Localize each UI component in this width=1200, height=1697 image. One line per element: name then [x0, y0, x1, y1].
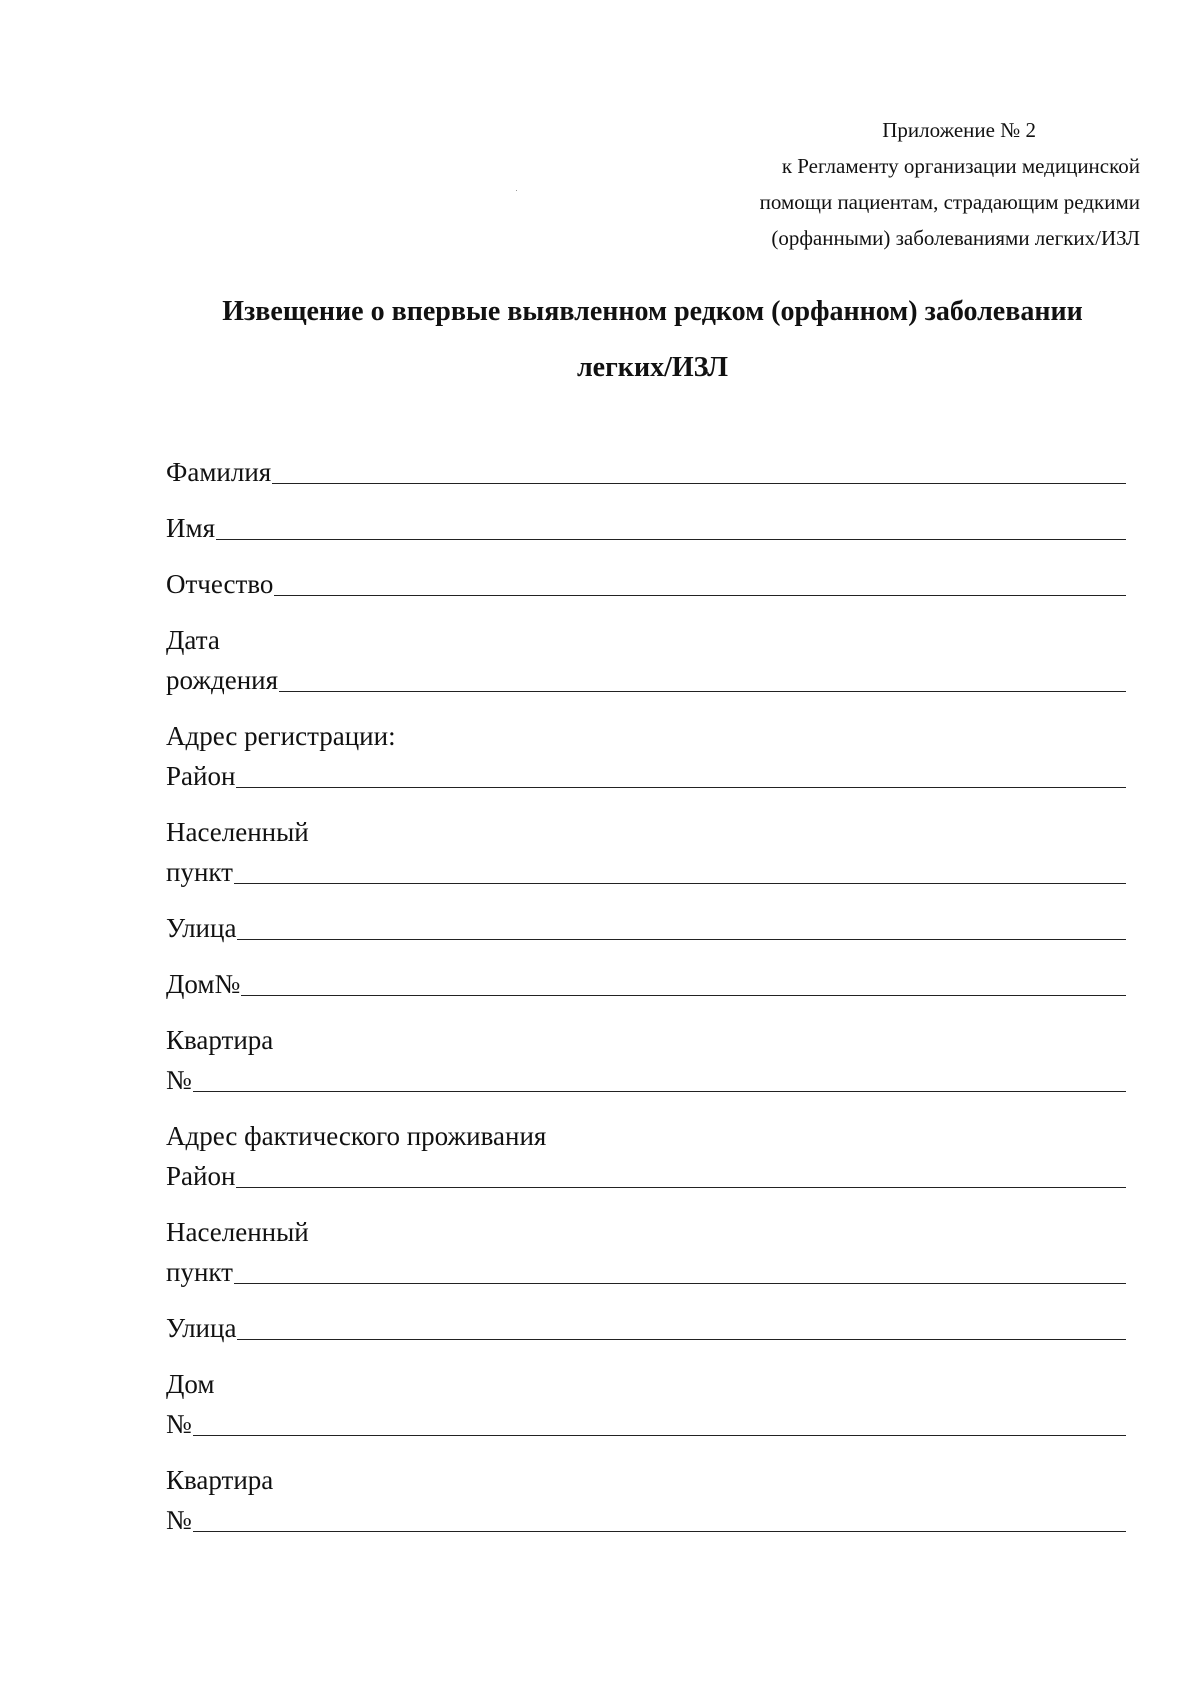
- reg-house-label: Дом№: [166, 969, 241, 999]
- reg-district-field: [166, 716, 1126, 796]
- form-fields: [166, 452, 1126, 1556]
- birth-date-field: [166, 620, 1126, 700]
- act-apartment-field: [166, 1460, 1126, 1540]
- reg-district-label: Район: [166, 761, 236, 791]
- patronymic-label: Отчество: [166, 569, 274, 599]
- appendix-line: к Регламенту организации медицинской: [781, 154, 1140, 178]
- birth-date-label-top: Дата: [166, 625, 220, 655]
- surname-blank[interactable]: [272, 483, 1126, 484]
- birth-date-label: рождения: [166, 665, 279, 695]
- reg-street-blank[interactable]: [237, 939, 1126, 940]
- reg-district-blank[interactable]: [236, 787, 1126, 788]
- appendix-line: (орфанными) заболеваниями легких/ИЗЛ: [771, 226, 1140, 250]
- act-house-field: [166, 1364, 1126, 1444]
- reg-house-field: [166, 964, 1126, 1004]
- act-apartment-blank[interactable]: [193, 1531, 1126, 1532]
- reg-street-field: [166, 908, 1126, 948]
- act-locality-blank[interactable]: [234, 1283, 1126, 1284]
- act-locality-label-top: Населенный: [166, 1217, 309, 1247]
- patronymic-blank[interactable]: [274, 595, 1126, 596]
- act-apartment-label-top: Квартира: [166, 1465, 274, 1495]
- reg-street-label: Улица: [166, 913, 237, 943]
- reg-house-blank[interactable]: [241, 995, 1126, 996]
- reg-apartment-blank[interactable]: [193, 1091, 1126, 1092]
- act-apartment-label: №: [166, 1505, 192, 1535]
- act-house-blank[interactable]: [193, 1435, 1126, 1436]
- appendix-line: помощи пациентам, страдающим редкими: [759, 190, 1140, 214]
- reg-locality-blank[interactable]: [234, 883, 1126, 884]
- title-line-1: Извещение о впервые выявленном редком (орфанном) заболевании: [222, 296, 1083, 327]
- act-district-field: [166, 1116, 1126, 1196]
- act-street-blank[interactable]: [237, 1339, 1126, 1340]
- act-locality-label: пункт: [166, 1257, 233, 1287]
- actual-address-heading: Адрес фактического проживания: [166, 1121, 547, 1151]
- act-district-label: Район: [166, 1161, 236, 1191]
- appendix-line: Приложение № 2: [882, 118, 1036, 142]
- act-street-label: Улица: [166, 1313, 237, 1343]
- act-street-field: [166, 1308, 1126, 1348]
- act-house-label: №: [166, 1409, 192, 1439]
- act-locality-field: [166, 1212, 1126, 1292]
- registration-address-heading: Адрес регистрации:: [166, 721, 396, 751]
- reg-apartment-label-top: Квартира: [166, 1025, 274, 1055]
- appendix-note: [600, 112, 1140, 256]
- act-district-blank[interactable]: [236, 1187, 1126, 1188]
- reg-locality-field: [166, 812, 1126, 892]
- reg-apartment-field: [166, 1020, 1126, 1100]
- patronymic-field: [166, 564, 1126, 604]
- reg-apartment-label: №: [166, 1065, 192, 1095]
- title-line-2: легких/ИЗЛ: [576, 352, 729, 383]
- act-house-label-top: Дом: [166, 1369, 215, 1399]
- surname-field: [166, 452, 1126, 492]
- birth-date-blank[interactable]: [279, 691, 1126, 692]
- document-title: [120, 284, 1185, 396]
- reg-locality-label-top: Населенный: [166, 817, 309, 847]
- name-field: [166, 508, 1126, 548]
- scan-speck: [516, 190, 517, 191]
- surname-label: Фамилия: [166, 457, 272, 487]
- name-label: Имя: [166, 513, 216, 543]
- reg-locality-label: пункт: [166, 857, 233, 887]
- name-blank[interactable]: [216, 539, 1126, 540]
